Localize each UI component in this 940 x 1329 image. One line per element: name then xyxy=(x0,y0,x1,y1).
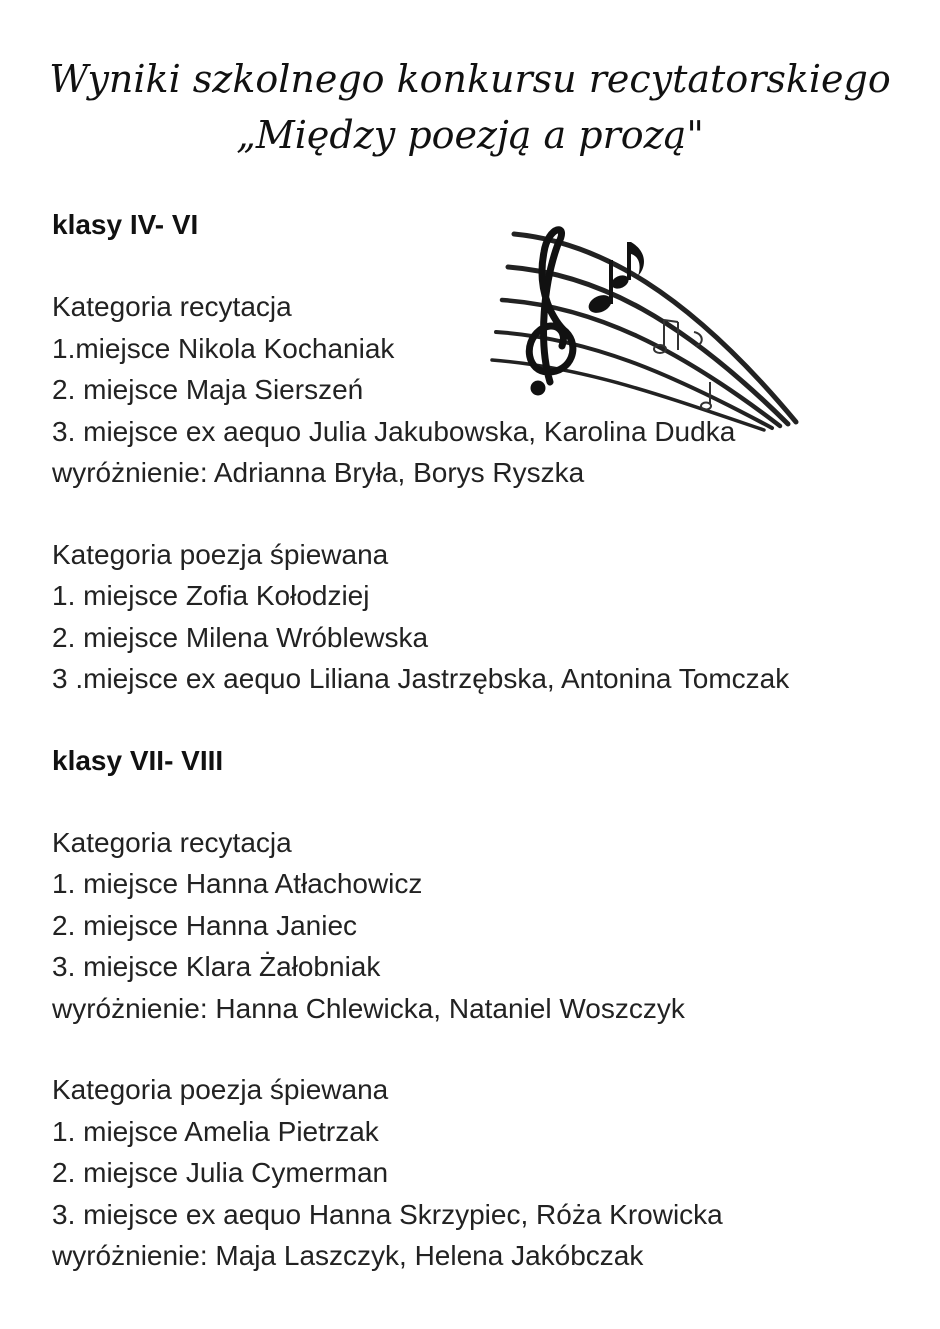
result-line: 1. miejsce Hanna Atłachowicz xyxy=(52,868,423,899)
section-heading-iv-vi: klasy IV- VI xyxy=(52,209,199,240)
result-line: 1. miejsce Zofia Kołodziej xyxy=(52,580,370,611)
result-line: 3 .miejsce ex aequo Liliana Jastrzębska, Antonina Tomczak xyxy=(52,663,790,694)
result-line: wyróżnienie: Hanna Chlewicka, Nataniel Woszczyk xyxy=(52,992,685,1024)
result-line: wyróżnienie: Maja Laszczyk, Helena Jakóbczak xyxy=(52,1240,644,1271)
result-line: 1.miejsce Nikola Kochaniak xyxy=(52,332,395,364)
result-line: 2. miejsce Julia Cymerman xyxy=(52,1157,389,1188)
page-title-line-1: Wyniki szkolnego konkursu recytatorskiego xyxy=(49,57,891,101)
result-line: 2. miejsce Milena Wróblewska xyxy=(52,621,429,653)
result-line: 1. miejsce Amelia Pietrzak xyxy=(52,1115,379,1147)
category-title: Kategoria recytacja xyxy=(52,291,292,322)
category-title: Kategoria poezja śpiewana xyxy=(52,1074,389,1105)
section-heading-vii-viii: klasy VII- VIII xyxy=(52,744,224,776)
result-line: 2. miejsce Maja Sierszeń xyxy=(52,374,364,405)
category-title: Kategoria recytacja xyxy=(52,826,292,858)
result-line: 3. miejsce ex aequo Julia Jakubowska, Karolina Dudka xyxy=(52,415,736,447)
result-line: 3. miejsce ex aequo Hanna Skrzypiec, Róża Krowicka xyxy=(52,1198,723,1230)
result-line: 3. miejsce Klara Żałobniak xyxy=(52,951,381,982)
result-line: 2. miejsce Hanna Janiec xyxy=(52,909,358,941)
result-line: wyróżnienie: Adrianna Bryła, Borys Ryszka xyxy=(52,457,585,488)
page-title-line-2: „Między poezją a prozą" xyxy=(236,113,704,157)
results-list xyxy=(52,204,912,1277)
category-title: Kategoria poezja śpiewana xyxy=(52,538,389,570)
